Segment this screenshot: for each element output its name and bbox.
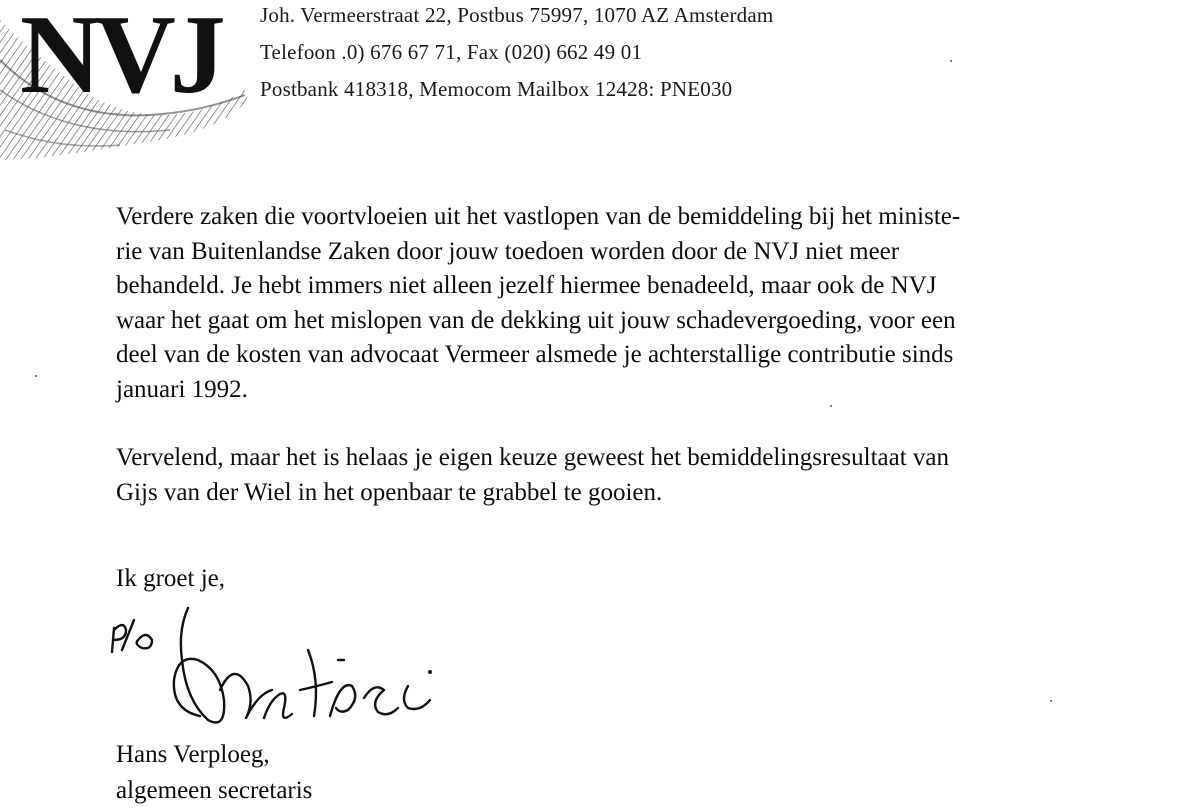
- closing-greeting: Ik groet je,: [116, 565, 225, 592]
- letterhead: [0, 0, 1200, 165]
- address-line-phone: Telefoon .0) 676 67 71, Fax (020) 662 49 01: [260, 40, 643, 64]
- nvj-logo: [0, 0, 250, 160]
- signer-name: Hans Verploeg,: [116, 741, 270, 768]
- scan-speck: [35, 375, 37, 377]
- signer-block: [116, 737, 312, 809]
- paragraph-1: Verdere zaken die voortvloeien uit het vastlopen van de bemiddeling bij het ministe- rie van Buitenlandse Zaken door jouw toedoen worden door de NVJ niet meer behandeld. Je hebt immers niet alleen jezelf hiermee benadeeld, maar ook de NVJ waar het gaat om het mislopen van de dekking uit jouw schadevergoeding, voor een deel van de kosten van advocaat Vermeer alsmede je achterstallige contributie sinds januari 1992.: [116, 203, 961, 403]
- letter-body: [116, 200, 1196, 510]
- signer-title: algemeen secretaris: [116, 777, 313, 804]
- address-line-postbank: Postbank 418318, Memocom Mailbox 12428: PNE030: [260, 77, 733, 101]
- paragraph-2: Vervelend, maar het is helaas je eigen keuze geweest het bemiddelingsresultaat van Gijs van der Wiel in het openbaar te grabbel te gooien.: [116, 444, 949, 506]
- logo-text: NVJ: [20, 0, 220, 117]
- address-line-street: Joh. Vermeerstraat 22, Postbus 75997, 1070 AZ Amsterdam: [260, 3, 774, 27]
- scan-speck: [950, 60, 952, 62]
- scan-speck: [830, 405, 832, 407]
- handwritten-signature: [108, 590, 448, 750]
- address-block: [260, 0, 773, 108]
- scan-speck: [1050, 700, 1052, 702]
